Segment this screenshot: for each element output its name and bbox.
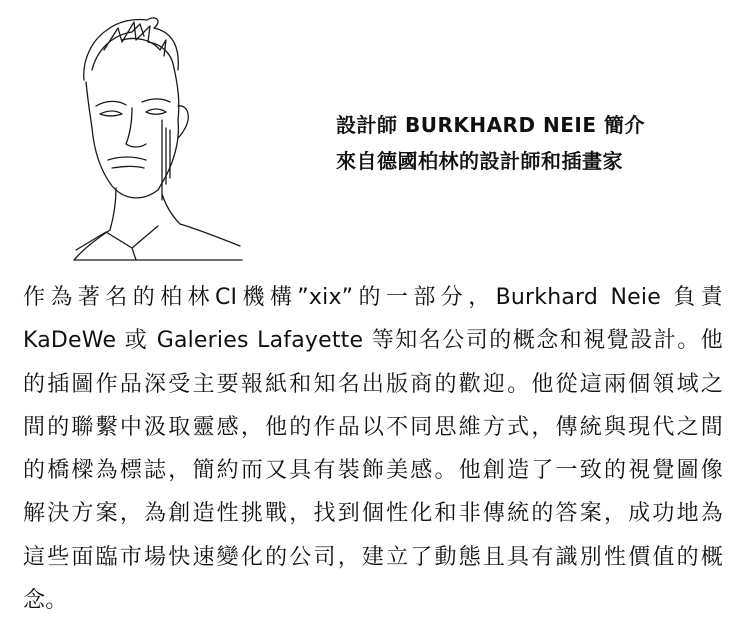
heading-title: 設計師 BURKHARD NEIE 簡介 bbox=[336, 113, 645, 137]
paragraph-line: 的插圖作品深受主要報紙和知名出版商的歡迎。他從這兩個領域之 bbox=[23, 371, 723, 397]
paragraph-line: 解決方案，為創造性挑戰，找到個性化和非傳統的答案，成功地為 bbox=[23, 501, 723, 527]
biography-paragraph bbox=[23, 276, 723, 622]
portrait-sketch-image bbox=[62, 10, 247, 268]
paragraph-line: 這些面臨市場快速變化的公司，建立了動態且具有識別性價值的概 bbox=[23, 544, 723, 570]
paragraph-line: 間的聯繫中汲取靈感，他的作品以不同思維方式，傳統與現代之間 bbox=[23, 414, 723, 440]
paragraph-line: 的橋樑為標誌，簡約而又具有裝飾美感。他創造了一致的視覺圖像 bbox=[23, 458, 723, 484]
paragraph-line: KaDeWe 或 Galeries Lafayette 等知名公司的概念和視覺設計。他 bbox=[23, 328, 723, 354]
paragraph-line: 念。 bbox=[23, 588, 68, 614]
heading-block bbox=[336, 107, 736, 179]
paragraph-line: 作為著名的柏林CI機構”xix”的一部分，Burkhard Neie 負責 bbox=[23, 285, 723, 310]
heading-subtitle: 來自德國柏林的設計師和插畫家 bbox=[336, 149, 623, 173]
